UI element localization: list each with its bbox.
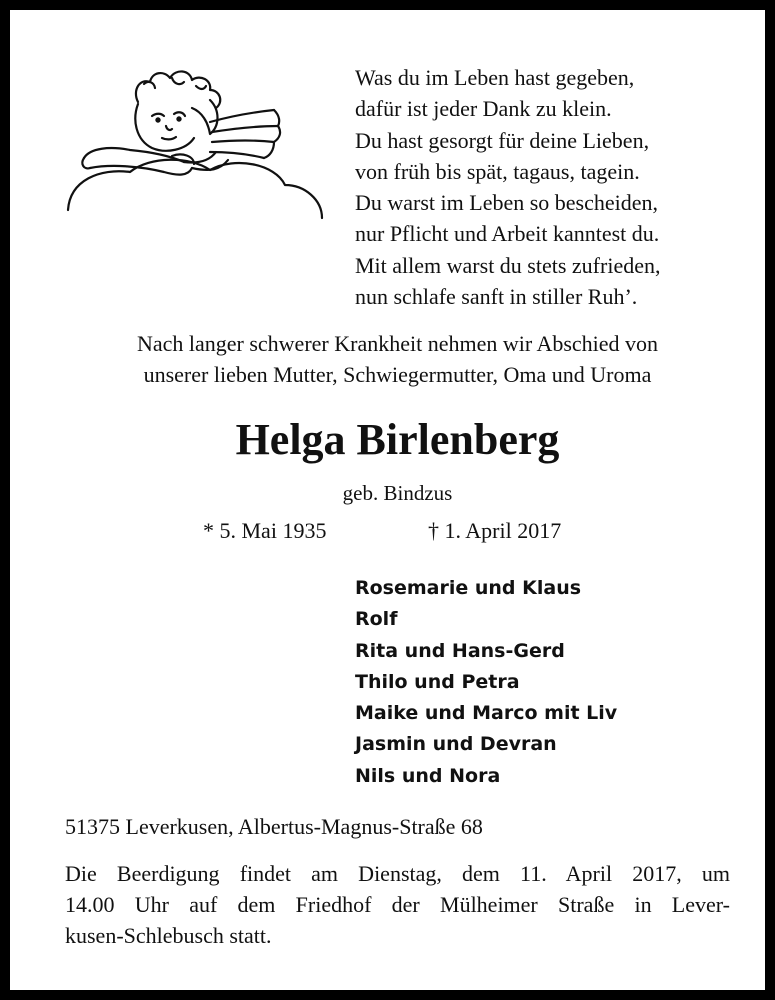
family-address: 51375 Leverkusen, Albertus-Magnus-Straße 68 — [65, 814, 483, 839]
funeral-line: Die Beerdigung findet am Dienstag, dem 11. April 2017, um — [65, 861, 730, 886]
angel-illustration — [60, 60, 340, 230]
poem-line: Mit allem warst du stets zufrieden, — [355, 252, 661, 278]
poem-line: Was du im Leben hast gegeben, — [355, 65, 635, 90]
list-item: Maike und Marco mit Liv — [355, 702, 618, 725]
poem-line: nur Pflicht und Arbeit kanntest du. — [355, 221, 660, 247]
mourners-list — [355, 573, 617, 792]
birth-date: * 5. Mai 1935 — [203, 518, 327, 543]
poem-line: Du warst im Leben so bescheiden, — [355, 190, 659, 216]
poem-line: nun schlafe sanft in stiller Ruh’. — [355, 284, 638, 310]
list-item: Rita und Hans-Gerd — [355, 639, 565, 662]
death-date: † 1. April 2017 — [428, 518, 562, 543]
list-item: Nils und Nora — [355, 764, 501, 787]
list-item: Rolf — [355, 608, 398, 631]
poem-line: Du hast gesorgt für deine Lieben, — [355, 127, 650, 153]
list-item: Rosemarie und Klaus — [355, 577, 582, 599]
farewell-intro — [50, 328, 745, 390]
maiden-name: geb. Bindzus — [342, 481, 453, 505]
poem-line: von früh bis spät, tagaus, tagein. — [355, 158, 640, 184]
list-item: Thilo und Petra — [355, 670, 520, 693]
intro-line: unserer lieben Mutter, Schwiegermutter, Oma und Uroma — [143, 362, 652, 387]
poem-line: dafür ist jeder Dank zu klein. — [355, 96, 612, 122]
poem — [355, 62, 660, 312]
deceased-name: Helga Birlenberg — [235, 415, 560, 464]
intro-line: Nach langer schwerer Krankheit nehmen wir Abschied von — [136, 331, 659, 356]
funeral-notice — [65, 858, 730, 951]
funeral-line: 14.00 Uhr auf dem Friedhof der Mülheimer Straße in Lever- — [65, 892, 730, 917]
list-item: Jasmin und Devran — [355, 733, 557, 756]
funeral-line: kusen-Schlebusch statt. — [65, 923, 272, 948]
